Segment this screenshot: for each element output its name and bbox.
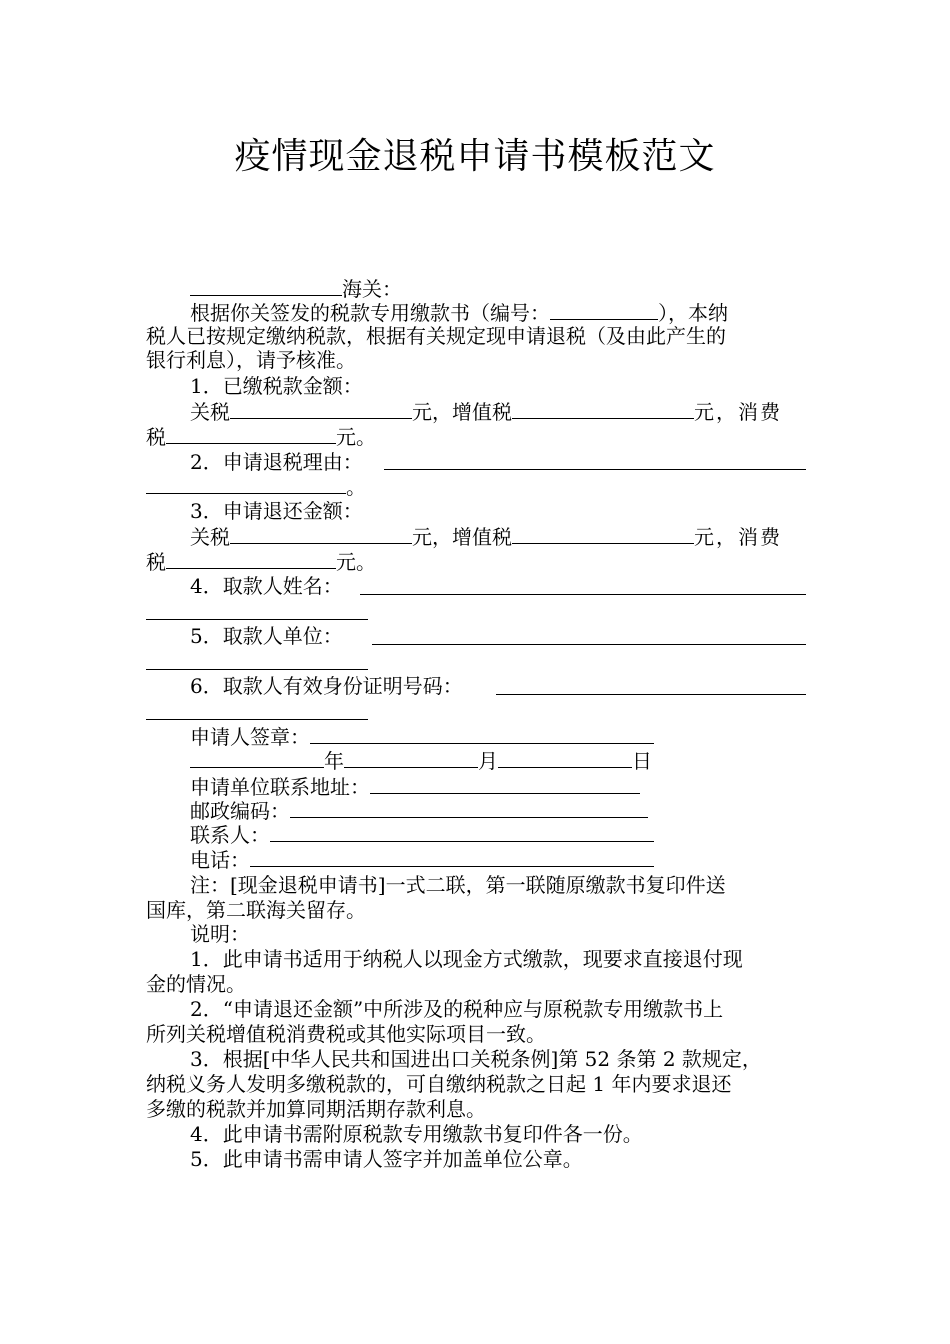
- refund-vat-blank[interactable]: [512, 524, 694, 544]
- day-blank[interactable]: [498, 748, 632, 768]
- intro-line-2: 税人已按规定缴纳税款，根据有关规定现申请退税（及由此产生的: [146, 324, 726, 348]
- explain-p3-line-2: 纳税义务人发明多缴税款的，可自缴纳税款之日起 1 年内要求退还: [146, 1072, 732, 1096]
- month-blank[interactable]: [344, 748, 478, 768]
- explain-heading: 说明：: [190, 922, 250, 946]
- payment-number-blank[interactable]: [550, 300, 658, 320]
- phone-line: 电话：: [190, 847, 654, 872]
- postcode-blank[interactable]: [290, 798, 648, 818]
- paid-vat-blank[interactable]: [512, 399, 694, 419]
- applicant-signature-line: 申请人签章：: [190, 724, 654, 749]
- payee-unit-blank[interactable]: [372, 644, 806, 645]
- item1-consumption-line: 税 元。: [146, 425, 376, 449]
- customs-name-blank[interactable]: [190, 276, 342, 296]
- paid-customs-duty-blank[interactable]: [230, 399, 412, 419]
- refund-reason-blank[interactable]: [384, 469, 806, 470]
- year-blank[interactable]: [190, 748, 324, 768]
- explain-p2-line-1: 2．“申请退还金额”中所涉及的税种应与原税款专用缴款书上: [190, 997, 724, 1021]
- explain-p3-line-3: 多缴的税款并加算同期活期存款利息。: [146, 1097, 486, 1121]
- payee-id-blank-2[interactable]: [146, 719, 368, 720]
- postcode-line: 邮政编码：: [190, 798, 648, 823]
- applicant-signature-blank[interactable]: [310, 724, 654, 744]
- intro-line-1: 根据你关签发的税款专用缴款书（编号： ），本纳: [190, 301, 728, 325]
- payee-name-blank[interactable]: [360, 594, 806, 595]
- explain-p4: 4．此申请书需附原税款专用缴款书复印件各一份。: [190, 1122, 643, 1146]
- document-title: 疫情现金退税申请书模板范文: [234, 136, 716, 177]
- refund-consumption-tax-blank[interactable]: [166, 549, 336, 569]
- customs-addressee: 海关：: [190, 276, 402, 301]
- date-line: 年 月 日: [190, 748, 652, 773]
- explain-p3-line-1: 3．根据[中华人民共和国进出口关税条例]第 52 条第 2 款规定，: [190, 1047, 762, 1071]
- item1-amounts-line: 关税 元，增值税 元，消费: [190, 400, 782, 424]
- item5-label: 5．取款人单位：: [190, 624, 343, 648]
- payee-id-blank[interactable]: [496, 694, 806, 695]
- phone-blank[interactable]: [250, 847, 654, 867]
- note-line-2: 国库，第二联海关留存。: [146, 898, 366, 922]
- paid-consumption-tax-blank[interactable]: [166, 424, 336, 444]
- item3-consumption-line: 税 元。: [146, 550, 376, 574]
- explain-p5: 5．此申请书需申请人签字并加盖单位公章。: [190, 1147, 583, 1171]
- item6-label: 6．取款人有效身份证明号码：: [190, 674, 463, 698]
- intro-line-3: 银行利息），请予核准。: [146, 348, 356, 372]
- item3-heading: 3．申请退还金额：: [190, 499, 363, 523]
- explain-p1-line-2: 金的情况。: [146, 972, 246, 996]
- payee-name-blank-2[interactable]: [146, 619, 368, 620]
- address-blank[interactable]: [370, 774, 640, 794]
- address-line: 申请单位联系地址：: [190, 774, 640, 799]
- item2-continuation: 。: [146, 474, 366, 499]
- item4-label: 4．取款人姓名：: [190, 574, 343, 598]
- payee-unit-blank-2[interactable]: [146, 669, 368, 670]
- note-line-1: 注：[现金退税申请书]一式二联，第一联随原缴款书复印件送: [190, 873, 726, 897]
- contact-line: 联系人：: [190, 822, 654, 847]
- refund-customs-duty-blank[interactable]: [230, 524, 412, 544]
- refund-reason-blank-2[interactable]: [146, 474, 346, 494]
- item3-amounts-line: 关税 元，增值税 元，消费: [190, 525, 782, 549]
- item1-heading: 1．已缴税款金额：: [190, 374, 363, 398]
- explain-p2-line-2: 所列关税增值税消费税或其他实际项目一致。: [146, 1022, 546, 1046]
- contact-blank[interactable]: [270, 822, 654, 842]
- explain-p1-line-1: 1．此申请书适用于纳税人以现金方式缴款，现要求直接退付现: [190, 947, 743, 971]
- item2-heading: 2．申请退税理由：: [190, 450, 363, 474]
